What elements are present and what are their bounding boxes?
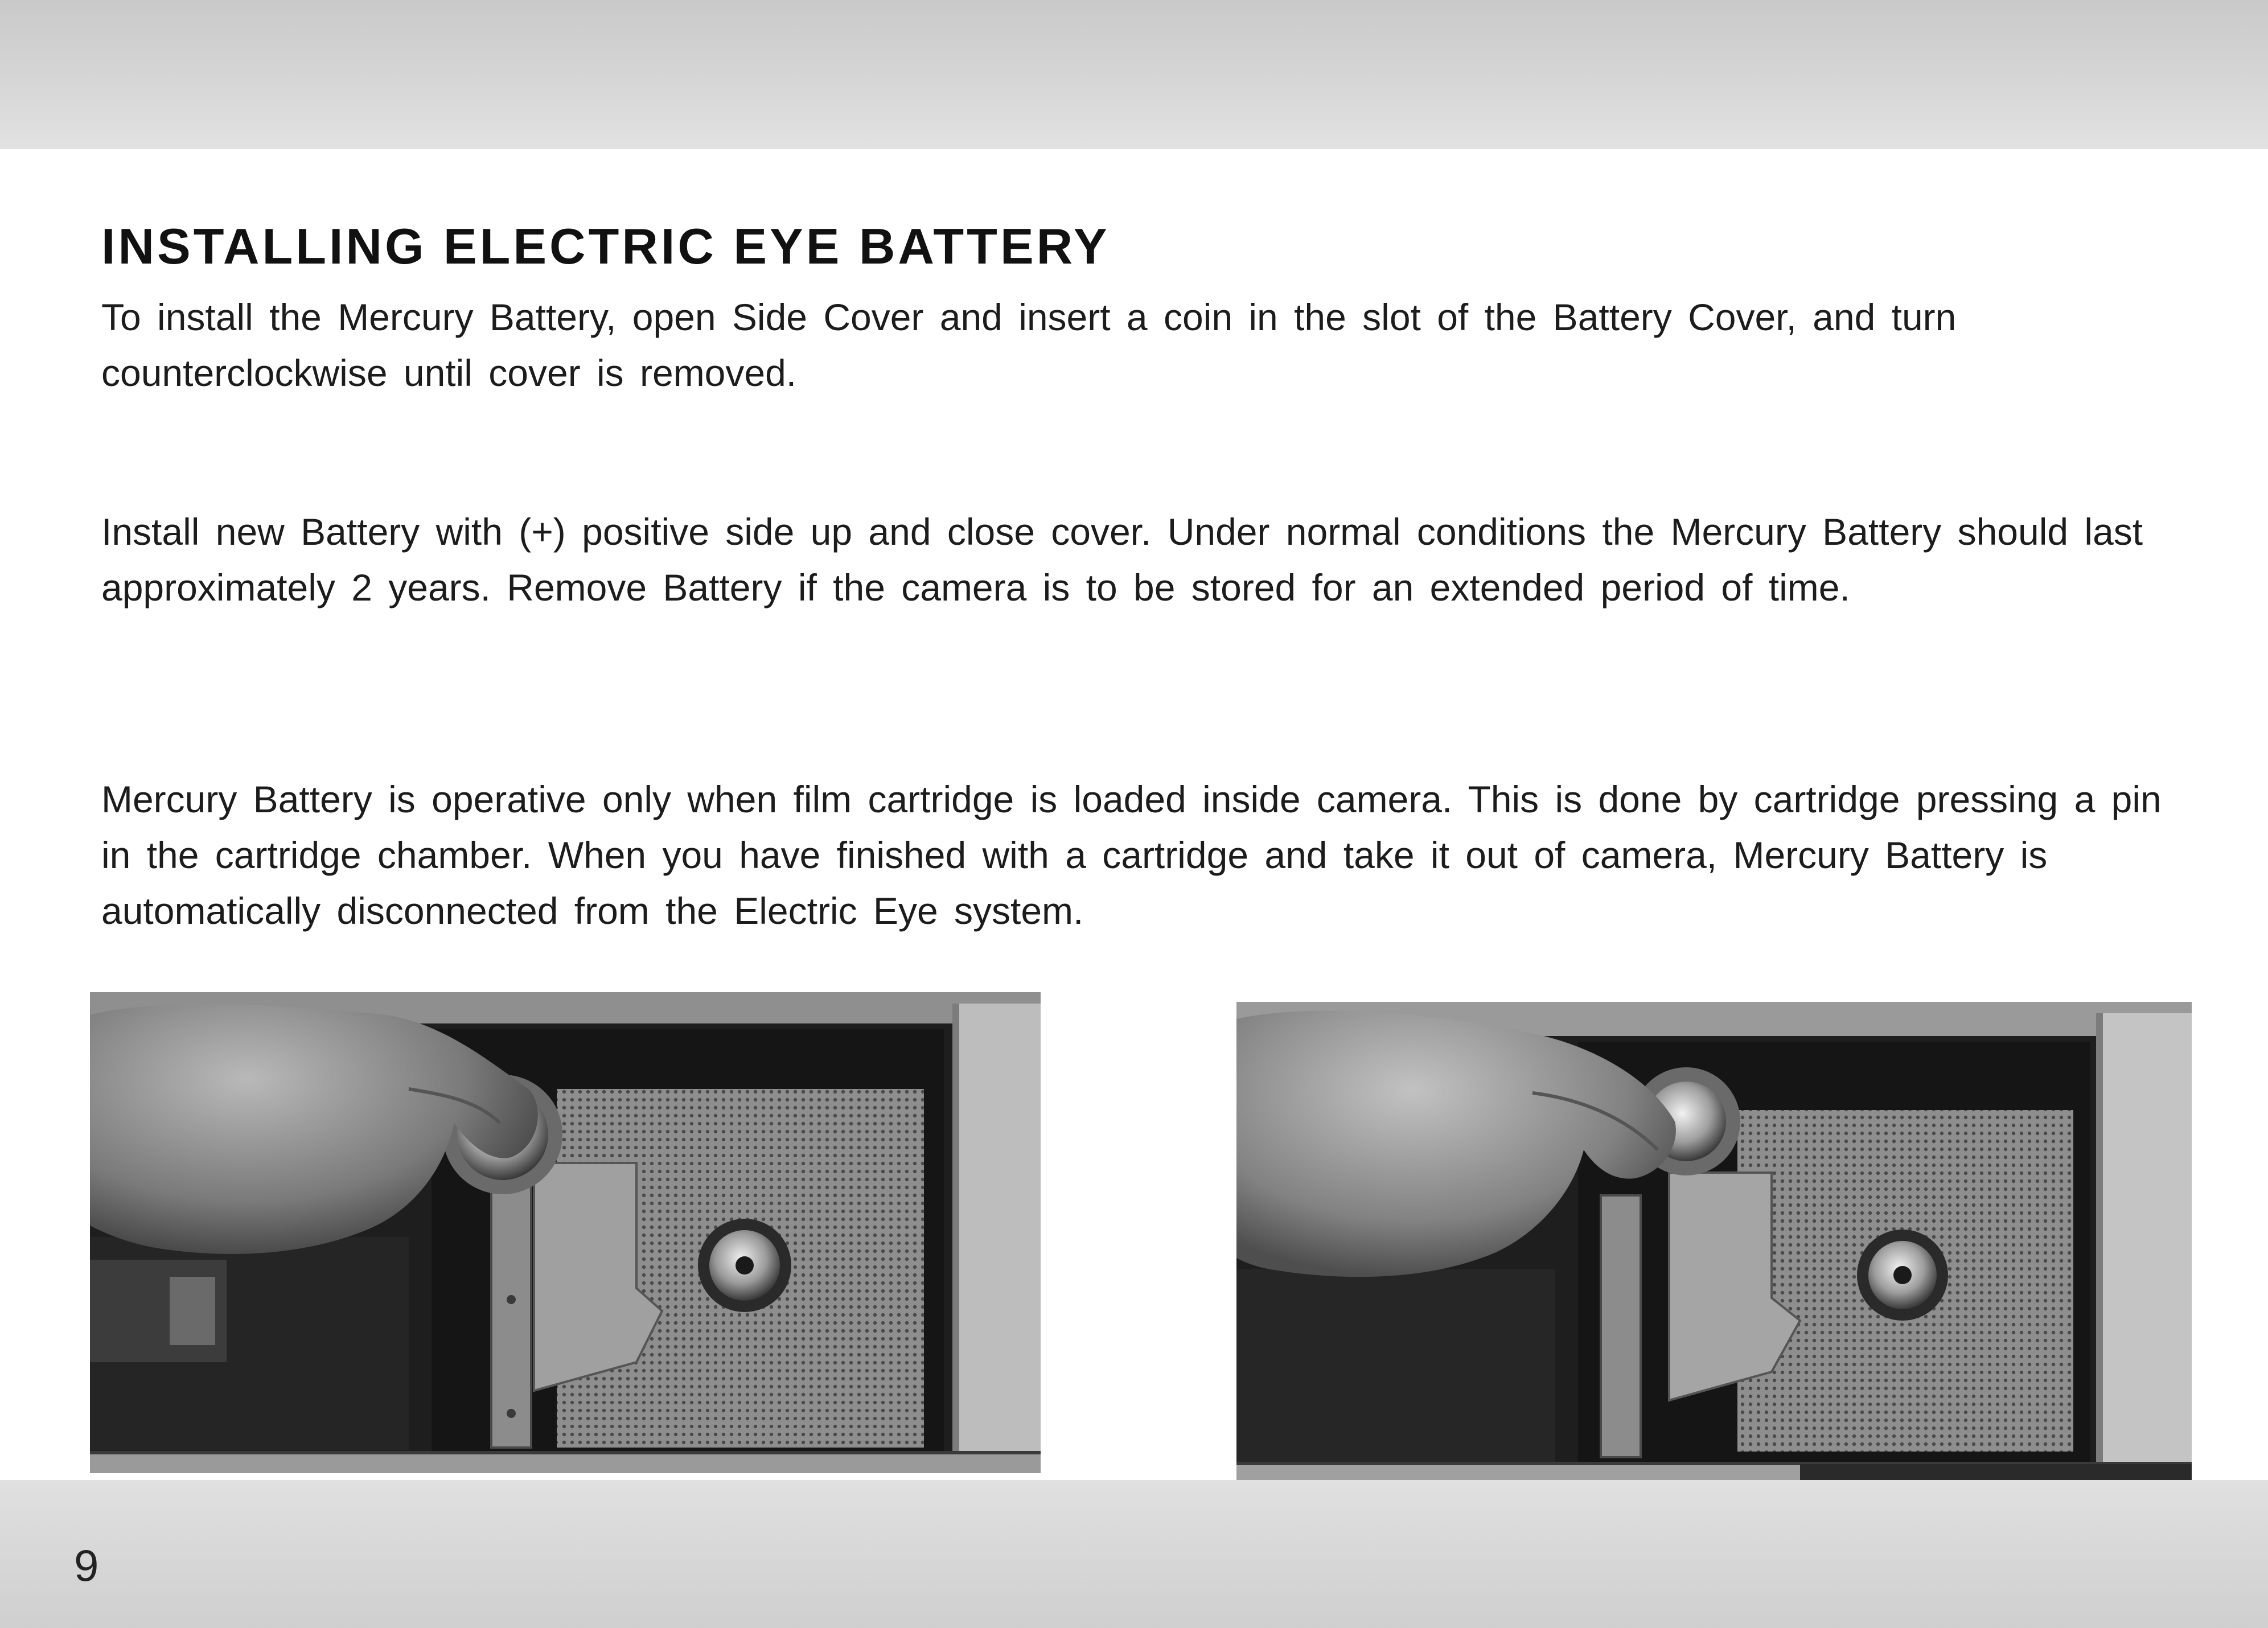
top-shadow-band [0,0,2268,149]
paragraph-battery-operation: Mercury Battery is operative only when film cartridge is loaded inside camera. This is done by cartridge pressing a pin in the cartridge chamber. When you have finished with a cartridge and take it out of camera, Mercury Battery is automatically disconnected from the Electric Eye system. [101,778,2162,932]
page-number: 9 [74,1540,99,1590]
paragraph-install-battery: Install new Battery with (+) positive side up and close cover. Under normal conditions the Mercury Battery should last approximately 2 years. Remove Battery if the camera is to be stored for an extended period of time. [101,511,2143,609]
paragraph-remove-cover: To install the Mercury Battery, open Side Cover and insert a coin in the slot of the Battery Cover, and turn counterclockwise until cover is removed. [101,296,1957,394]
page-heading: INSTALLING ELECTRIC EYE BATTERY [101,218,1110,274]
photo-cover-removed [1236,1002,2192,1486]
photo-removing-battery-cover [90,992,1041,1473]
bottom-shadow-band [0,1480,2268,1628]
